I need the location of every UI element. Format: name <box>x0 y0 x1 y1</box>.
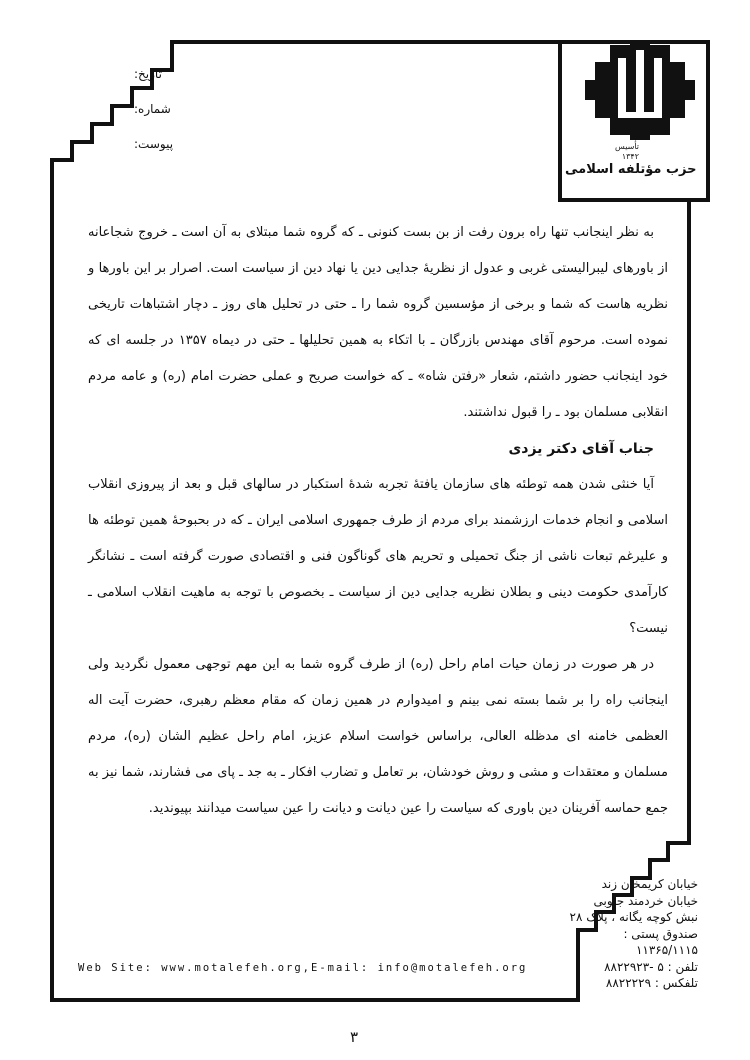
phone: تلفن : ۵ -۸۸۲۲۹۲۳ <box>604 959 698 974</box>
website-email-line: Web Site: www.motalefeh.org,E-mail: info@motalefeh.org <box>78 962 528 974</box>
number-field: شماره: <box>134 102 171 116</box>
attachment-field: پیوست: <box>134 137 174 151</box>
letter-body <box>88 215 668 827</box>
address-line: خیابان خردمند جنوبی <box>593 893 698 908</box>
party-emblem-icon <box>585 40 695 140</box>
paragraph-1: به نظر اینجانب تنها راه برون رفت از بن بست کنونی ـ که گروه شما مبتلای به آن است ـ خروج شجاعانه از باورهای لیبرالیستی غربی و عدول از نظریهٔ جدایی دین یا نهاد دین از سیاست است. اصرار بر این باورها و نظریه هاست که شما و برخی از مؤسسین گروه شما را ـ حتی در تحلیل های روز ـ دچار اشتباهات تاریخی نموده است. مرحوم آقای مهندس بازرگان ـ با اتکاء به همین تحلیلها ـ حتی در دیماه ۱۳۵۷ در جلسه ای که خود اینجانب حضور داشتم، شعار «رفتن شاه» ـ که خواست صریح و عملی حضرت امام (ره) و عامه مردم انقلابی مسلمان بود ـ را قبول نداشتند. <box>88 225 669 420</box>
address-line: خیابان کریمخان زند <box>601 877 698 891</box>
party-logo <box>565 40 697 180</box>
paragraph-2: آیا خنثی شدن همه توطئه های سازمان یافتهٔ تجربه شدهٔ استکبار در سالهای قبل و بعد از پیروزی انقلاب اسلامی و انجام خدمات ارزشمند برای مردم از طرف جمهوری اسلامی ایران ـ که در بحبوحهٔ همین توطئه ها و علیرغم تبعات ناشی از جنگ تحمیلی و تحریم های گوناگون فنی و اقتصادی صورت گرفته است ـ نشانگر کارآمدی حکومت دینی و بطلان نظریه جدایی دین از سیاست ـ بخصوص با توجه به ماهیت انقلاب اسلامی ـ نیست؟ <box>88 477 668 636</box>
paragraph-3: در هر صورت در زمان حیات امام راحل (ره) از طرف گروه شما به این مهم توجهی معمول نگردید ولی اینجانب راه را بر شما بسته نمی بینم و امیدوارم در همین زمان که مقام معظم رهبری، حضرت آیت اله العظمی خامنه ای مدظله العالی، براساس خواست اسلام عزیز، امام راحل عظیم الشان (ره)، مردم مسلمان و معتقدات و مشی و روش خودشان، بر تعامل و تضارب افکار ـ به جد ـ پای می فشارند، شما نیز به جمع حماسه آفرینان دین باوری که سیاست را عین دیانت و دیانت را عین سیاست میدانند بپیوندید. <box>88 657 668 816</box>
party-name: حزب مؤتلفه اسلامی <box>565 162 697 177</box>
page-number: ۳ <box>350 1028 359 1046</box>
logo-established: تأسیس ۱۳۴۲ <box>615 142 639 161</box>
postal-code: ۱۱۳۶۵/۱۱۱۵ <box>635 943 698 957</box>
fax: تلفکس : ۸۸۲۲۲۲۹ <box>605 976 698 990</box>
address-line: صندوق پستی : <box>623 926 698 941</box>
address-block <box>569 876 698 992</box>
address-line: نبش کوچه یگانه ، پلاک ۲۸ <box>569 910 698 924</box>
salutation-heading: جناب آقای دکتر یزدی <box>508 441 654 457</box>
date-field: تاریخ: <box>134 67 162 81</box>
